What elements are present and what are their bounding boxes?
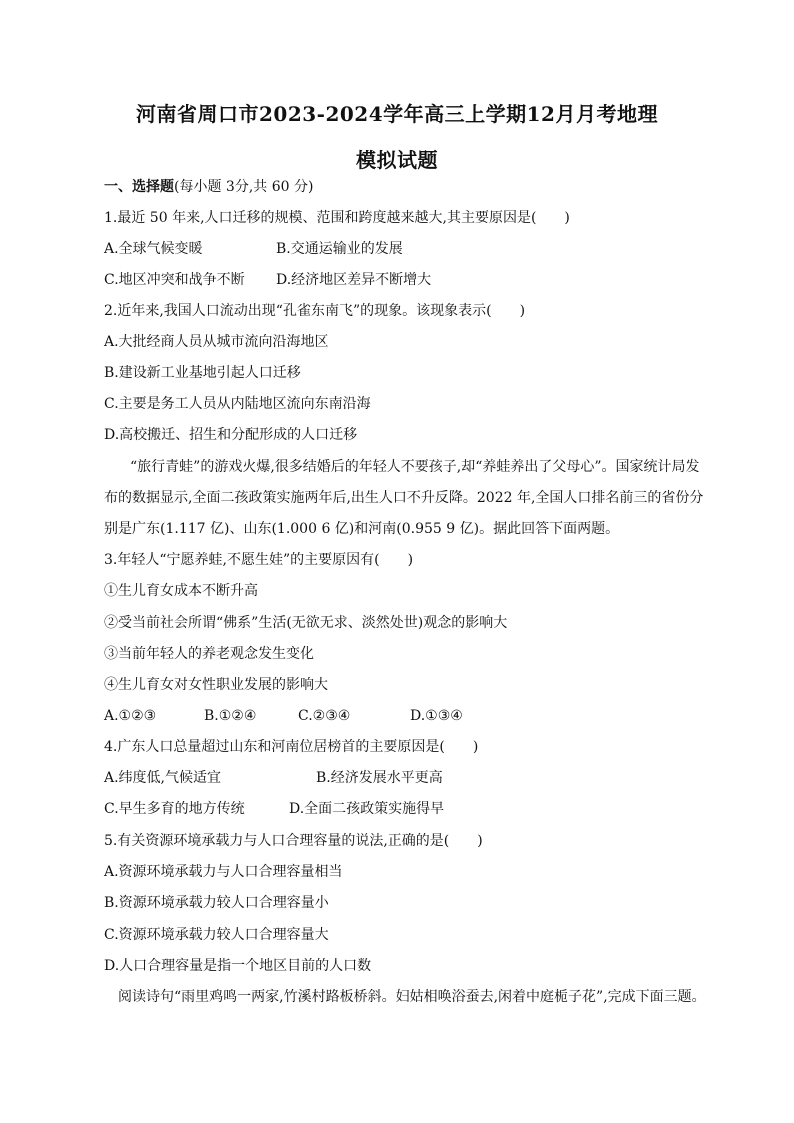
q4-option-b: B.经济发展水平更高 [316,770,443,786]
q5-option-d: D.人口合理容量是指一个地区目前的人口数 [104,958,372,974]
passage-2: 阅读诗句“雨里鸡鸣一两家,竹溪村路板桥斜。妇姑相唤浴蚕去,闲着中庭栀子花”,完成下面三题。 [118,989,706,1005]
q3-option-c: C.②③④ [298,708,351,724]
passage-1-line-3: 别是广东(1.117 亿)、山东(1.000 6 亿)和河南(0.955 9 亿)。据此回答下面两题。 [104,521,620,537]
question-3-stem: 3.年轻人“宁愿养蛙,不愿生娃”的主要原因有( ) [104,552,414,568]
q4-option-a: A.纬度低,气候适宜 [104,770,222,786]
q1-option-a: A.全球气候变暖 [104,241,203,257]
exam-subtitle: 模拟试题 [356,148,438,172]
passage-1-line-2: 布的数据显示,全面二孩政策实施两年后,出生人口不升反降。2022 年,全国人口排名前三的省份分 [104,490,704,506]
q1-option-c: C.地区冲突和战争不断 [104,272,245,288]
section-header [104,178,313,196]
question-5-stem: 5.有关资源环境承载力与人口合理容量的说法,正确的是( ) [104,833,483,849]
q3-item-1: ①生儿育女成本不断升高 [104,583,258,599]
q5-option-b: B.资源环境承载力较人口合理容量小 [104,895,329,911]
q2-option-a: A.大批经商人员从城市流向沿海地区 [104,334,329,350]
q1-option-d: D.经济地区差异不断增大 [276,272,432,288]
section-heading: 一、选择题 [104,179,174,195]
q4-option-d: D.全面二孩政策实施得早 [289,801,445,817]
q3-item-2: ②受当前社会所谓“佛系”生活(无欲无求、淡然处世)观念的影响大 [104,615,508,631]
q2-option-c: C.主要是务工人员从内陆地区流向东南沿海 [104,396,371,412]
q5-option-a: A.资源环境承载力与人口合理容量相当 [104,864,343,880]
q3-item-4: ④生儿育女对女性职业发展的影响大 [104,677,328,693]
q3-option-d: D.①③④ [410,708,463,724]
q5-option-c: C.资源环境承载力较人口合理容量大 [104,927,329,943]
q4-option-c: C.早生多育的地方传统 [104,801,245,817]
exam-title: 河南省周口市2023-2024学年高三上学期12月月考地理 [136,102,658,126]
q2-option-d: D.高校搬迁、招生和分配形成的人口迁移 [104,427,358,443]
passage-1-line-1: “旅行青蛙”的游戏火爆,很多结婚后的年轻人不要孩子,却“养蛙养出了父母心”。国家统计局发 [130,459,700,475]
q3-option-b: B.①②④ [204,708,257,724]
q3-item-3: ③当前年轻人的养老观念发生变化 [104,646,314,662]
question-4-stem: 4.广东人口总量超过山东和河南位居榜首的主要原因是( ) [104,739,479,755]
q2-option-b: B.建设新工业基地引起人口迁移 [104,365,301,381]
q1-option-b: B.交通运输业的发展 [276,241,403,257]
question-2-stem: 2.近年来,我国人口流动出现“孔雀东南飞”的现象。该现象表示( ) [104,303,526,319]
section-note: (每小题 3分,共 60 分) [174,179,314,195]
q3-option-a: A.①②③ [104,708,157,724]
question-1-stem: 1.最近 50 年来,人口迁移的规模、范围和跨度越来越大,其主要原因是( ) [104,210,570,226]
